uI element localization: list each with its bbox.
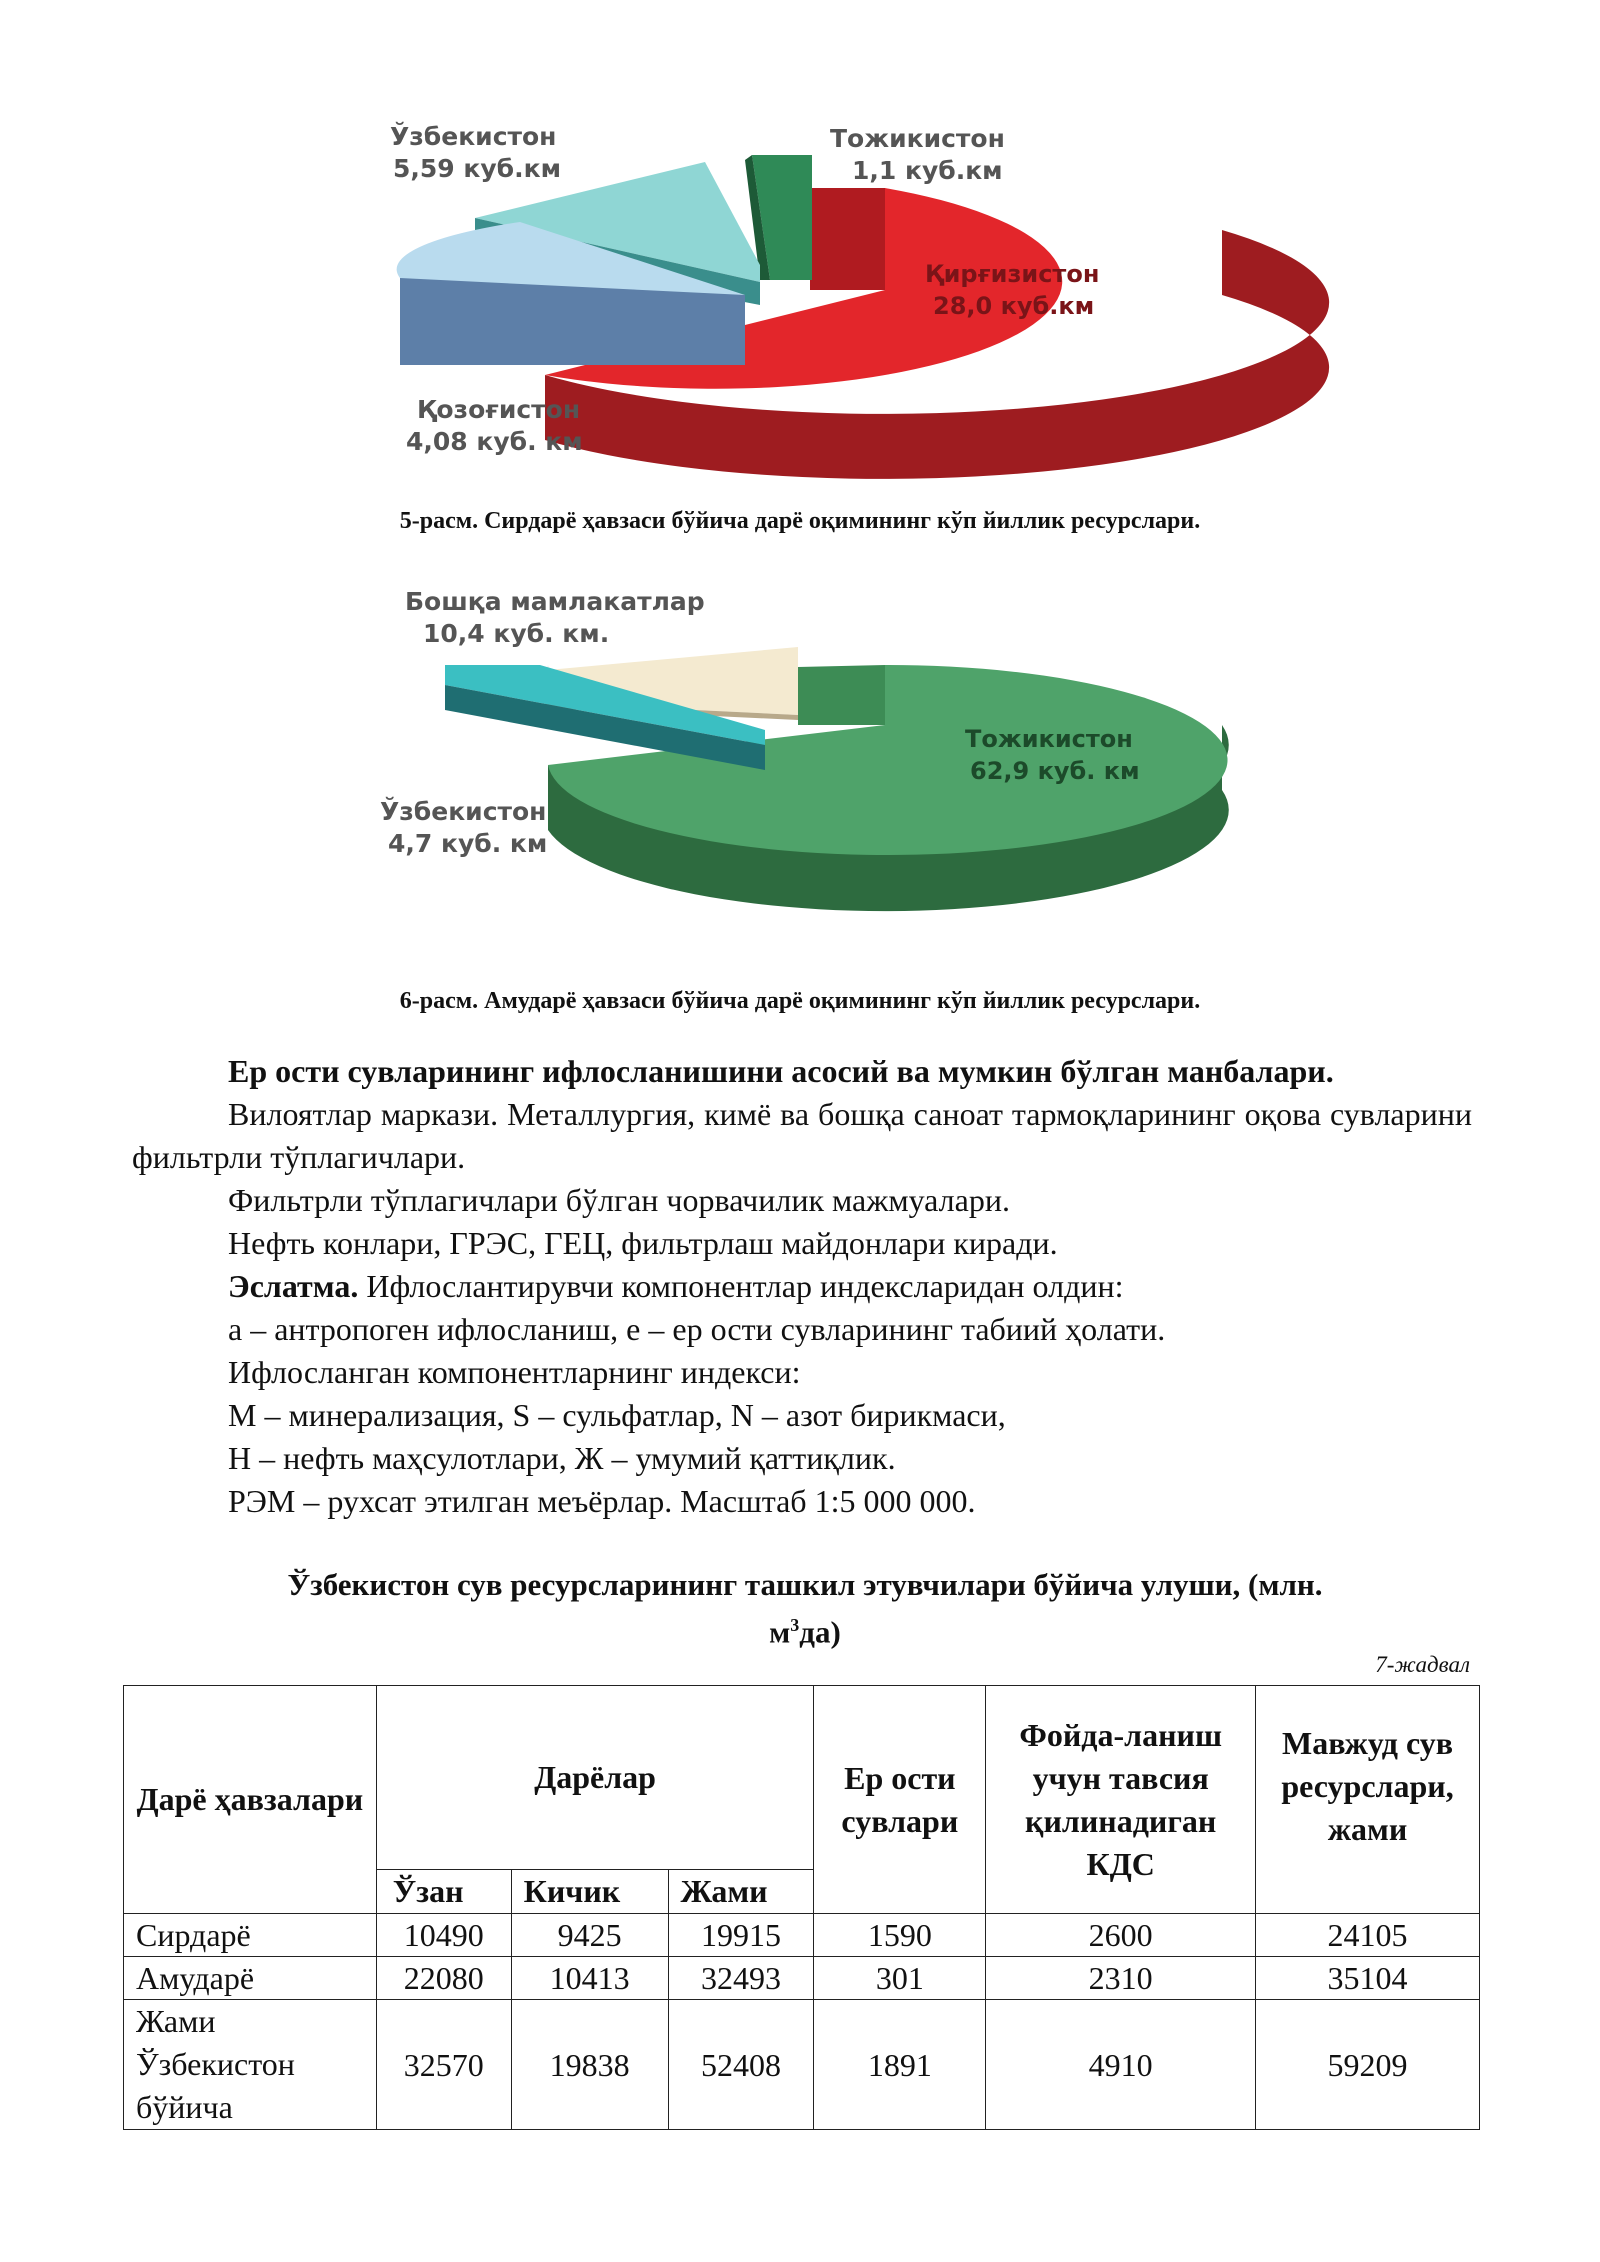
- paragraph-5: а – антропоген ифлосланиш, е – ер ости сувларининг табиий ҳолати.: [228, 1311, 1166, 1347]
- paragraph-8: Н – нефть маҳсулотлари, Ж – умумий қаттиқлик.: [228, 1440, 896, 1476]
- paragraph-3: Нефть конлари, ГРЭС, ГЕЦ, фильтрлаш майдонлари киради.: [228, 1225, 1058, 1261]
- note-text: Ифлослантирувчи компонентлар индексларидан олдин:: [358, 1268, 1124, 1304]
- paragraph-note: [132, 1265, 1472, 1308]
- water-resources-table: [123, 1685, 1480, 2130]
- pie2-label-uzbekistan-value: 4,7 куб. км: [388, 829, 548, 858]
- table-title: [250, 1565, 1360, 1652]
- pie2-label-other-value: 10,4 куб. км.: [423, 619, 610, 648]
- table-title-line2: $м^3да$): [769, 1614, 841, 1650]
- table-number: 7-жадвал: [1375, 1652, 1470, 1677]
- paragraph-6: Ифлосланган компонентларнинг индекси:: [228, 1354, 801, 1390]
- table-row: Жами Ўзбекистон бўйича 32570 19838 52408 1891 4910 59209: [124, 2000, 1480, 2130]
- section-heading: Ер ости сувларининг ифлосланишини асосий ва мумкин бўлган манбалари.: [228, 1053, 1334, 1089]
- header-sum: Жами: [668, 1870, 814, 1914]
- pie2-label-tajikistan-value: 62,9 куб. км: [970, 757, 1140, 785]
- pie2-label-tajikistan-name: Тожикистон: [965, 725, 1133, 753]
- header-groundwater: Ер ости сувлари: [814, 1686, 986, 1914]
- paragraph-7: М – минерализация, S – сульфатлар, N – азот бирикмаси,: [228, 1397, 1006, 1433]
- pie1-label-uzbekistan-value: 5,59 куб.км: [393, 154, 562, 183]
- figure1-caption: 5-расм. Сирдарё ҳавзаси бўйича дарё оқимининг кўп йиллик ресурслари.: [399, 508, 1201, 534]
- body-text: [132, 1050, 1472, 1523]
- amudarya-pie-chart: [0, 575, 1600, 955]
- paragraph-2: Фильтрли тўплагичлари бўлган чорвачилик мажмуалари.: [228, 1182, 1010, 1218]
- table-row: Сирдарё 10490 9425 19915 1590 2600 24105: [124, 1914, 1480, 1957]
- header-long: Ўзан: [376, 1870, 511, 1914]
- pie1-label-tajikistan-value: 1,1 куб.км: [852, 156, 1003, 185]
- pie1-label-kyrgyzstan-name: Қирғизистон: [925, 260, 1100, 288]
- header-basin: Дарё ҳавзалари: [124, 1686, 377, 1914]
- pie2-label-uzbekistan-name: Ўзбекистон: [380, 797, 547, 826]
- header-total: Мавжуд сув ресурслари, жами: [1256, 1686, 1480, 1914]
- figure2-caption: 6-расм. Амударё ҳавзаси бўйича дарё оқимининг кўп йиллик ресурслари.: [399, 988, 1201, 1014]
- header-rivers: Дарёлар: [376, 1686, 814, 1870]
- header-kds: Фойда-ланиш учун тавсия қилинадиган КДС: [986, 1686, 1256, 1914]
- table-row: Амударё 22080 10413 32493 301 2310 35104: [124, 1957, 1480, 2000]
- note-label: Эслатма.: [228, 1268, 359, 1304]
- pie2-label-other-name: Бошқа мамлакатлар: [405, 587, 705, 616]
- pie1-label-kyrgyzstan-value: 28,0 куб.км: [933, 292, 1095, 320]
- sirdarya-pie-chart: [0, 100, 1600, 480]
- pie1-label-uzbekistan-name: Ўзбекистон: [390, 122, 557, 151]
- pie1-label-kazakhstan-value: 4,08 куб. км: [406, 427, 583, 456]
- pie1-label-kazakhstan-name: Қозоғистон: [417, 395, 581, 424]
- paragraph-9: РЭМ – рухсат этилган меъёрлар. Масштаб 1:5 000 000.: [228, 1483, 976, 1519]
- paragraph-1: Вилоятлар маркази. Металлургия, кимё ва бошқа саноат тармоқларининг оқова сувларини фильтрли тўплагичлари.: [132, 1096, 1472, 1175]
- table-title-line1: Ўзбекистон сув ресурсларининг ташкил этувчилари бўйича улуши, (млн.: [287, 1567, 1323, 1602]
- header-small: Кичик: [511, 1870, 668, 1914]
- pie1-label-tajikistan-name: Тожикистон: [830, 124, 1005, 153]
